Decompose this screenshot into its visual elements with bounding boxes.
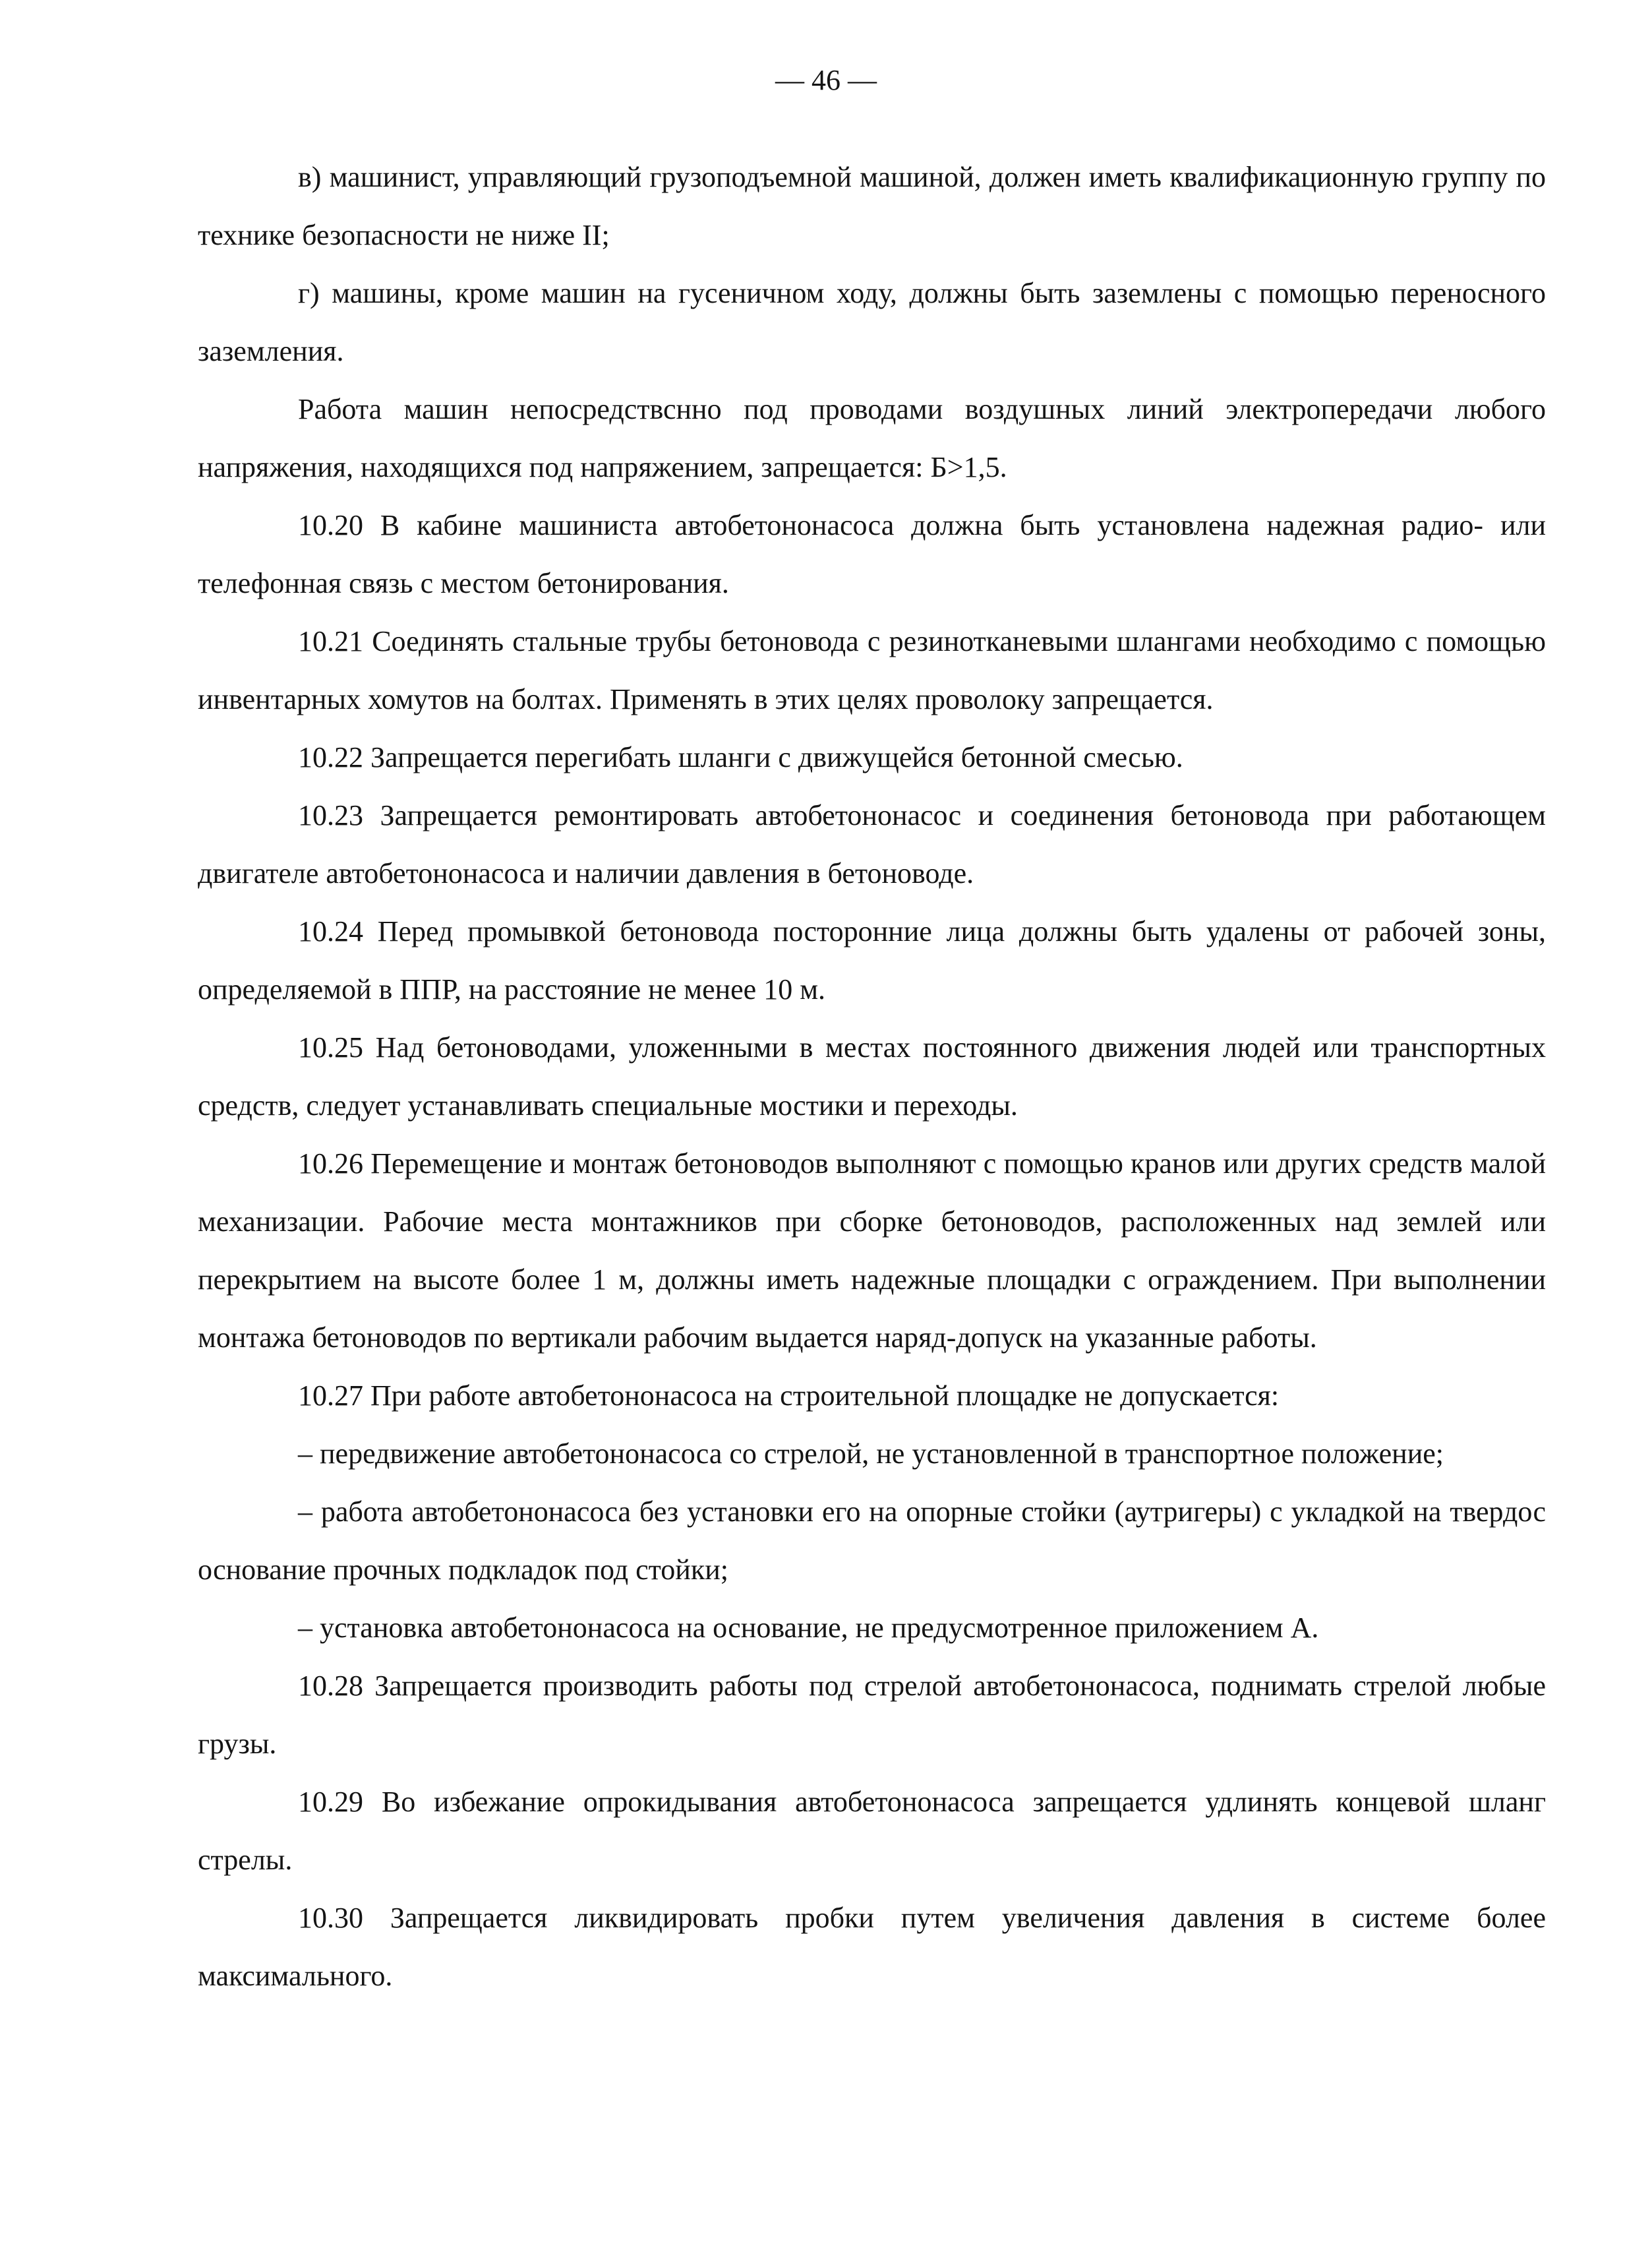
paragraph-10-26: 10.26 Перемещение и монтаж бетоноводов выполняют с помощью кранов или других средств малой механизации. Рабочие места монтажников при сборке бетоноводов, расположенных над землей или перекрытием на высоте более 1 м, должны иметь надежные площадки с ограждением. При выполнении монтажа бетоноводов по вертикали рабочим выдается наряд-допуск на указанные работы. (198, 1147, 1546, 1354)
paragraph-10-24: 10.24 Перед промывкой бетоновода посторонние лица должны быть удалены от рабочей зоны, определяемой в ППР, на расстояние не менее 10 м. (198, 915, 1546, 1006)
paragraph-10-20: 10.20 В кабине машиниста автобетононасоса должна быть установлена надежная радио- или телефонная связь с местом бетонирования. (198, 509, 1546, 599)
paragraph-10-21: 10.21 Соединять стальные трубы бетоновода с резинотканевыми шлангами необходимо с помощью инвентарных хомутов на болтах. Применять в этих целях проволоку запрещается. (198, 625, 1546, 715)
paragraph-10-25: 10.25 Над бетоноводами, уложенными в местах постоянного движения людей или транспортных средств, следует устанавливать специальные мостики и переходы. (198, 1031, 1546, 1122)
paragraph-overhead-lines: Работа машин непосредствснно под проводами воздушных линий электропередачи любого напряжения, находящихся под напряжением, запрещается: Б>1,5. (198, 393, 1546, 483)
list-item: – работа автобетононасоса без установки его на опорные стойки (аутригеры) с укладкой на твердос основание прочных подкладок под стойки; (198, 1495, 1546, 1586)
paragraph-g: г) машины, кроме машин на гусеничном ходу, должны быть заземлены с помощью переносного заземления. (198, 277, 1546, 367)
document-body (198, 148, 1546, 2005)
paragraph-v: в) машинист, управляющий грузоподъемной машиной, должен иметь квалификационную группу по технике безопасности не ниже II; (198, 161, 1546, 251)
paragraph-10-30: 10.30 Запрещается ликвидировать пробки путем увеличения давления в системе более максимального. (198, 1902, 1546, 1992)
list-item: – установка автобетононасоса на основание, не предусмотренное приложением А. (298, 1612, 1319, 1644)
paragraph-10-29: 10.29 Во избежание опрокидывания автобетононасоса запрещается удлинять концевой шланг стрелы. (198, 1786, 1546, 1876)
paragraph-10-28: 10.28 Запрещается производить работы под стрелой автобетононасоса, поднимать стрелой любые грузы. (198, 1670, 1546, 1760)
paragraph-10-27: 10.27 При работе автобетононасоса на строительной площадке не допускается: (298, 1379, 1280, 1412)
list-item: – передвижение автобетононасоса со стрелой, не установленной в транспортное положение; (298, 1437, 1444, 1470)
paragraph-10-23: 10.23 Запрещается ремонтировать автобетононасос и соединения бетоновода при работающем двигателе автобетононасоса и наличии давления в бетоноводе. (198, 799, 1546, 889)
page-number: — 46 — (775, 64, 877, 96)
paragraph-10-22: 10.22 Запрещается перегибать шланги с движущейся бетонной смесью. (298, 741, 1183, 773)
